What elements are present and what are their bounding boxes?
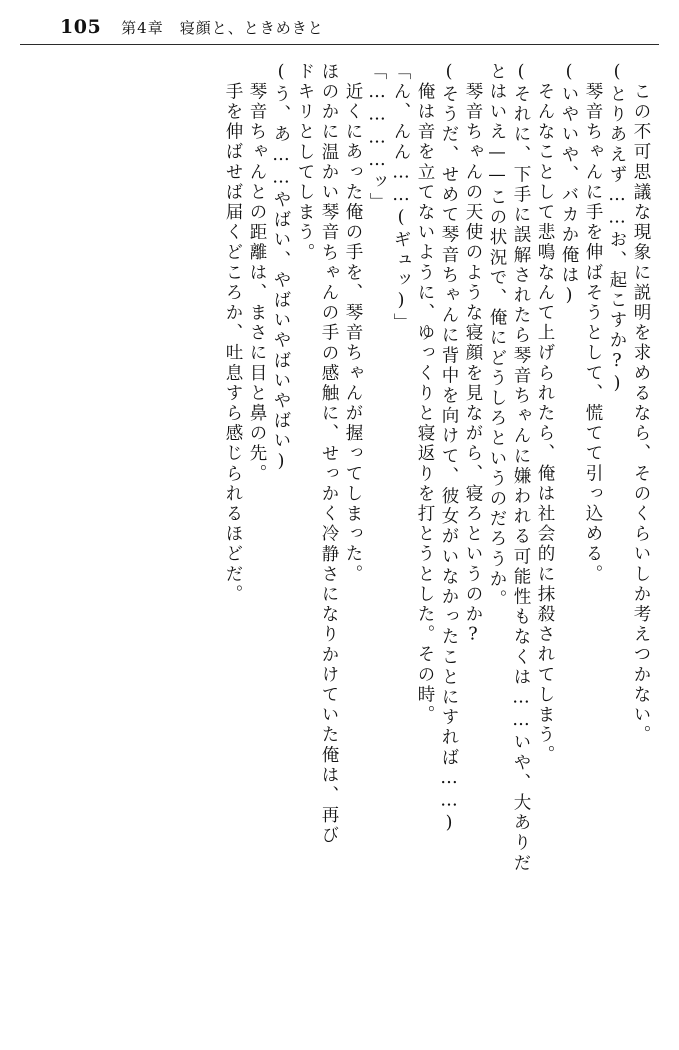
text-line: (いやいや、バカか俺は) xyxy=(559,62,579,309)
text-line: 「ん、んん……(ギュッ)」 xyxy=(391,62,411,334)
text-line: この不可思議な現象に説明を求めるなら、そのくらいしか考えつかない。 xyxy=(631,82,651,746)
text-line: 琴音ちゃんとの距離は、まさに目と鼻の先。 xyxy=(247,82,267,484)
text-line: (う、あ……やばい、やばいやばいやばい) xyxy=(271,62,291,474)
text-line: 「…………ッ」 xyxy=(367,62,387,213)
text-line: ほのかに温かい琴音ちゃんの手の感触に、せっかく冷静さになりかけていた俺は、再び xyxy=(319,62,339,846)
text-line: そんなことして悲鳴なんて上げられたら、俺は社会的に抹殺されてしまう。 xyxy=(535,82,555,766)
chapter-title: 第4章 寝顔と、ときめきと xyxy=(121,18,324,37)
text-line: 琴音ちゃんの天使のような寝顔を見ながら、寝ろというのか? xyxy=(463,82,483,648)
running-header xyxy=(0,10,679,44)
text-line: 俺は音を立てないように、ゆっくりと寝返りを打とうとした。その時。 xyxy=(415,82,435,726)
text-line: (とりあえず……お、起こすか?) xyxy=(607,62,627,397)
text-line: 近くにあった俺の手を、琴音ちゃんが握ってしまった。 xyxy=(343,82,363,585)
header-rule xyxy=(20,44,659,45)
text-line: とはいえ——この状況で、俺にどうしろというのだろうか。 xyxy=(487,62,507,610)
text-line: ドキリとしてしまう。 xyxy=(295,62,315,263)
page-number: 105 xyxy=(60,16,102,38)
body-text xyxy=(28,62,649,1026)
text-line: (それに、下手に誤解されたら琴音ちゃんに嫌われる可能性もなくは……いや、大ありだ xyxy=(511,62,531,874)
text-line: (そうだ、せめて琴音ちゃんに背中を向けて、彼女がいなかったことにすれば……) xyxy=(439,62,459,836)
text-line: 手を伸ばせば届くどころか、吐息すら感じられるほどだ。 xyxy=(223,82,243,605)
text-line: 琴音ちゃんに手を伸ばそうとして、慌てて引っ込める。 xyxy=(583,82,603,585)
